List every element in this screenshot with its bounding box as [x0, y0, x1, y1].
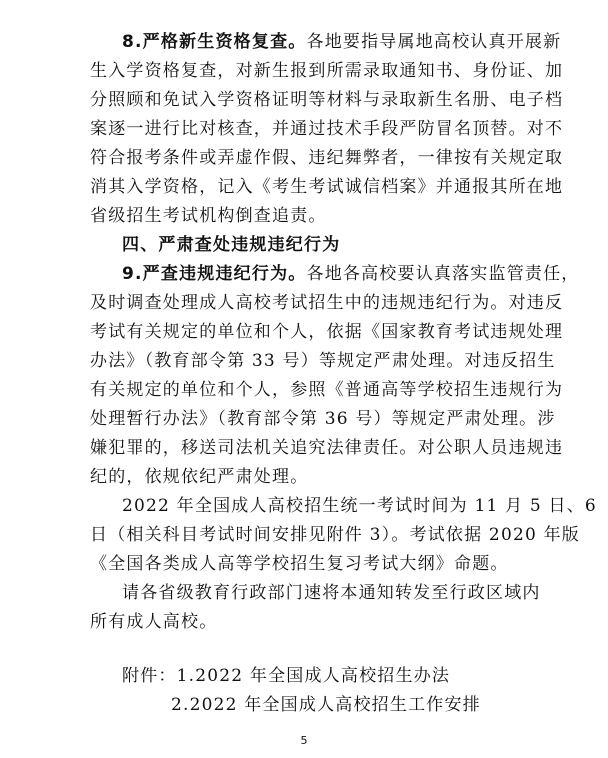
- section-8-line-5: 符合报考条件或弄虚作假、违纪舞弊者，一律按有关规定取: [90, 148, 564, 168]
- section-9-line-8: 纪的，依规依纪严肃处理。: [90, 467, 309, 487]
- notice-line-2: 所有成人高校。: [90, 612, 218, 632]
- section-8-line-1: [122, 32, 561, 52]
- section-8-line-3: 分照顾和免试入学资格证明等材料与录取新生名册、电子档: [90, 90, 564, 110]
- attachment-item-2: 2.2022 年全国成人高校招生工作安排: [171, 695, 481, 715]
- section-9-line-4: 办法》（教育部令第 33 号）等规定严肃处理。对违反招生: [90, 351, 556, 371]
- attachment-line-1: [122, 666, 450, 686]
- section-8-line-6: 消其入学资格，记入《考生考试诚信档案》并通报其所在地: [90, 177, 564, 197]
- section-9-heading: 9.严查违规违纪行为。: [122, 264, 307, 284]
- section-9-text: 各地各高校要认真落实监管责任，: [306, 264, 580, 284]
- section-9-line-2: 及时调查处理成人高校考试招生中的违规违纪行为。对违反: [90, 293, 564, 313]
- section-8-line-2: 生入学资格复查，对新生报到所需录取通知书、身份证、加: [90, 61, 564, 81]
- attachment-item-1: 1.2022 年全国成人高校招生办法: [176, 666, 451, 686]
- section-8-line-7: 省级招生考试机构倒查追责。: [90, 206, 327, 226]
- section-4-title: 四、严肃查处违规违纪行为: [122, 235, 341, 255]
- section-9-line-5: 有关规定的单位和个人，参照《普通高等学校招生违规行为: [90, 380, 564, 400]
- section-8-line-4: 案逐一进行比对核查，并通过技术手段严防冒名顶替。对不: [90, 119, 564, 139]
- section-8-heading: 8.严格新生资格复查。: [122, 32, 307, 52]
- section-8-text: 各地要指导属地高校认真开展新: [306, 32, 562, 52]
- attachment-label: 附件：: [122, 666, 177, 686]
- page-number: 5: [300, 734, 308, 747]
- section-9-line-3: 考试有关规定的单位和个人，依据《国家教育考试违规处理: [90, 322, 564, 342]
- section-9-line-6: 处理暂行办法》（教育部令第 36 号）等规定严肃处理。涉: [90, 409, 556, 429]
- section-9-line-7: 嫌犯罪的，移送司法机关追究法律责任。对公职人员违规违: [90, 438, 564, 458]
- section-9-line-1: [122, 264, 580, 284]
- exam-line-2: 日（相关科目考试时间安排见附件 3）。考试依据 2020 年版: [90, 525, 580, 545]
- exam-line-1: 2022 年全国成人高校招生统一考试时间为 11 月 5 日、6: [122, 496, 597, 516]
- notice-line-1: 请各省级教育行政部门速将本通知转发至行政区域内: [122, 583, 541, 603]
- exam-line-3: 《全国各类成人高等学校招生复习考试大纲》命题。: [90, 554, 509, 574]
